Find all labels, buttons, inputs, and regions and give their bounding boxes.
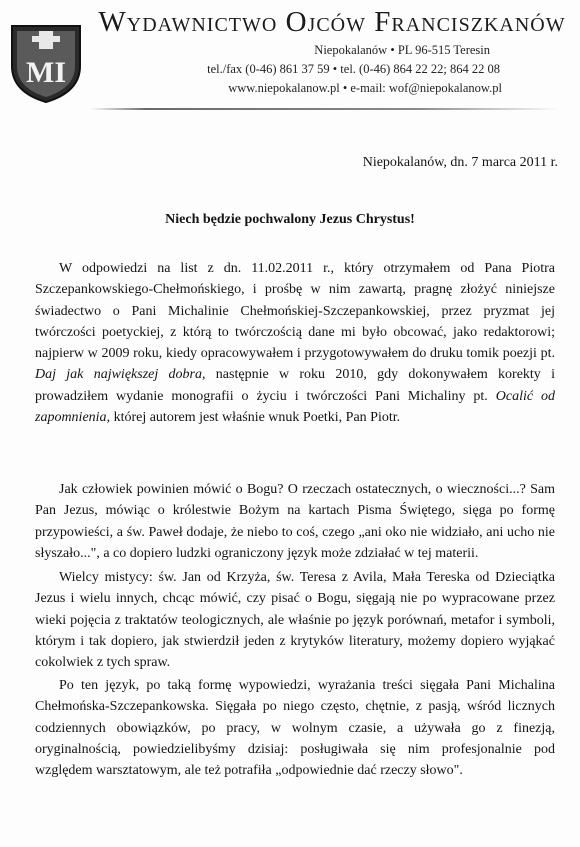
paragraph-1 — [35, 258, 555, 428]
publisher-logo — [8, 20, 84, 104]
letterhead — [0, 0, 580, 125]
publisher-address: Niepokalanów • PL 96-515 Teresin — [314, 43, 490, 57]
letterhead-divider — [90, 108, 560, 110]
paragraph-1-part-b: , następnie w roku 2010, gdy dokonywałem korekty i prowadziłem wydanie monografii o życiu i twórczości Pani Michaliny pt. — [35, 367, 555, 404]
letter-greeting: Niech będzie pochwalony Jezus Chrystus! — [165, 212, 415, 227]
book-title-poetry: Daj jak największej dobra — [35, 367, 202, 383]
publisher-web-email: www.niepokalanow.pl • e-mail: wof@niepokalanow.pl — [228, 81, 502, 95]
publisher-name: Wydawnictwo Ojców Franciszkanów — [98, 6, 566, 38]
book-title-monograph: Ocalić od zapomnienia — [35, 388, 556, 426]
letter-date: Niepokalanów, dn. 7 marca 2011 r. — [362, 155, 558, 170]
paragraph-3: Wielcy mistycy: św. Jan od Krzyża, św. Teresa z Avila, Mała Tereska od Dzieciątka Jezus i wielu innych, chcąc mówić, czy pisać o Bogu, sięgają nie po wypracowane przez wieki pojęcia z traktatów teologicznych, ale właśnie po język porównań, metafor i symboli, którym i tak dopiero, jak stwierdził jeden z krytyków literatury, możemy dopiero wyjąkać cokolwiek z tych spraw. — [35, 570, 555, 671]
paragraph-4: Po ten język, po taką formę wypowiedzi, wyrażania treści sięgała Pani Michalina Chełmońska-Szczepankowska. Sięgała po niego często, chętnie, z pasją, wśród licznych codziennych obowiązków, po pracy, w wolnym czasie, a używała go z finezją, oryginalnością, powiedzielibyśmy dzisiaj: posługiwała się nim profesjonalnie pod względem warsztatowym, ale też potrafiła „odpowiednie dać rzeczy słowo". — [35, 678, 555, 779]
logo-lettering: MI — [26, 56, 66, 89]
paragraph-2: Jak człowiek powinien mówić o Bogu? O rzeczach ostatecznych, o wieczności...? Sam Pan Jezus, mówiąc o królestwie Bożym na kartach Pisma Świętego, sięga po formę przypowieści, a św. Paweł dodaje, że niebo to coś, czego „ani oko nie widziało, ani ucho nie słyszało...", a co dopiero ludzki ograniczony język może zdziałać w tej materii. — [35, 482, 555, 561]
paragraph-1-part-a: W odpowiedzi na list z dn. 11.02.2011 r., który otrzymałem od Pana Piotra Szczepankowskiego-Chełmońskiego, i prośbę w nim zawartą, pragnę złożyć niniejsze świadectwo o Pani Michalinie Chełmońskiej-Szczepankowskiej, przez pryzmat jej twórczości poetyckiej, z którą to twórczością dane mi było obcować, jako redaktorowi; najpierw w 2009 roku, kiedy opracowywałem i przygotowywałem do druku tomik poezji pt. — [35, 261, 555, 362]
publisher-phone: tel./fax (0-46) 861 37 59 • tel. (0-46) 864 22 22; 864 22 08 — [207, 62, 500, 76]
paragraph-1-part-c: , której autorem jest właśnie wnuk Poetki, Pan Piotr. — [106, 410, 401, 426]
